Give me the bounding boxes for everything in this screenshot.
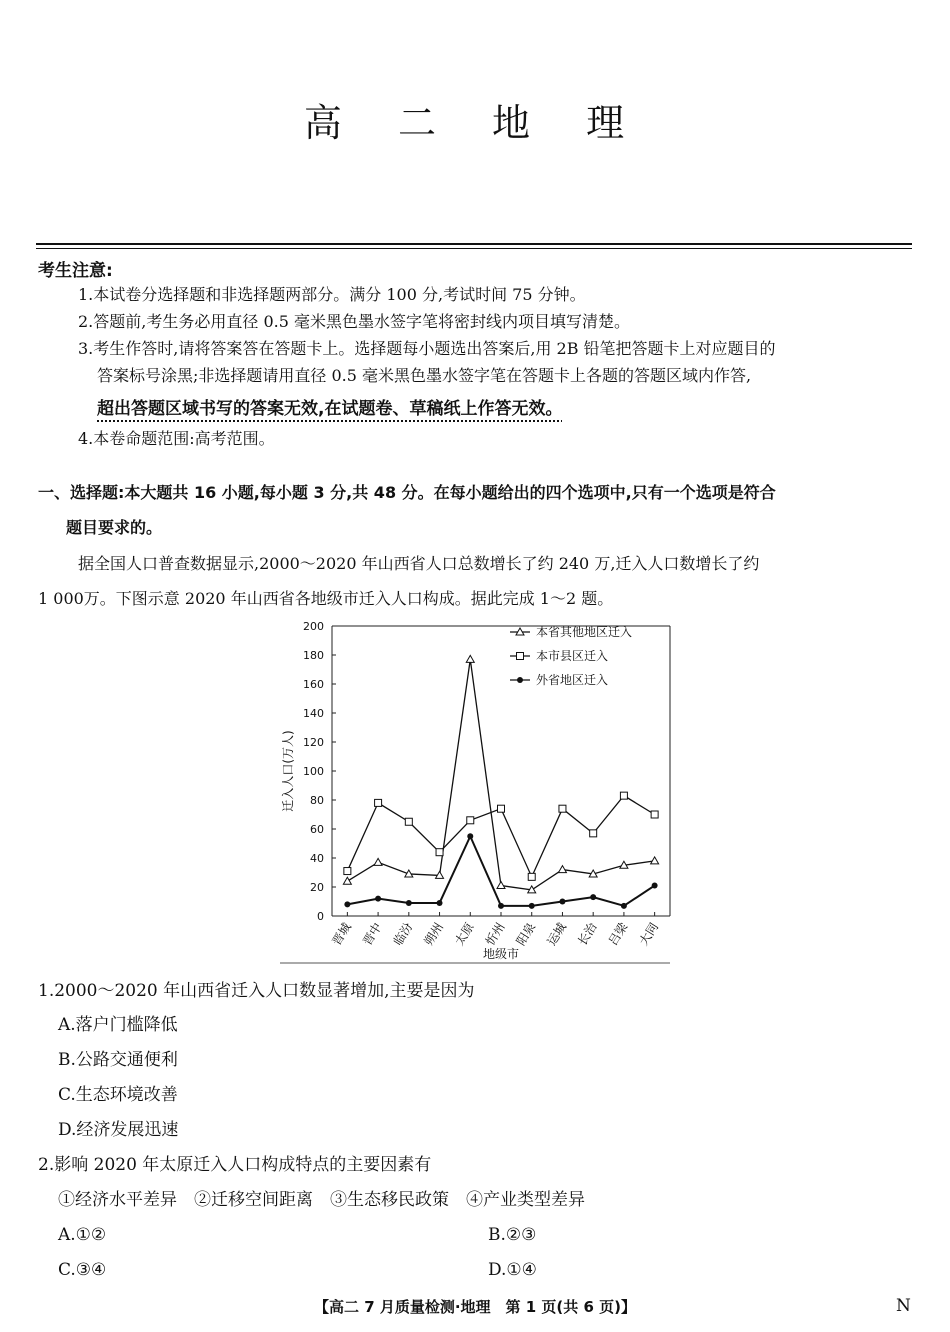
x-tick-label: 晋中 (360, 920, 385, 948)
material-text: 据全国人口普查数据显示,2000～2020 年山西省人口总数增长了约 240 万,迁入人口数增长了约 (78, 554, 760, 573)
section-heading: 一、选择题:本大题共 16 小题,每小题 3 分,共 48 分。在每小题给出的四个选项中,只有一个选项是符合 (38, 483, 776, 502)
data-point-dot (590, 894, 596, 900)
data-point-square (620, 792, 627, 799)
y-tick-label: 160 (303, 678, 324, 691)
page-footer: 【高二 7 月质量检测·地理 第 1 页(共 6 页)】 (313, 1298, 637, 1316)
notice-item-4: 4.本卷命题范围:高考范围。 (78, 429, 275, 448)
y-tick-label: 80 (310, 794, 324, 807)
data-point-triangle (466, 655, 474, 662)
data-point-triangle (558, 866, 566, 873)
y-tick-label: 120 (303, 736, 324, 749)
y-tick-label: 60 (310, 823, 324, 836)
data-point-triangle (651, 857, 659, 864)
x-tick-label: 阳泉 (513, 920, 539, 948)
x-tick-label: 运城 (544, 920, 569, 948)
x-tick-label: 朔州 (421, 920, 447, 948)
header-rule-thin (36, 248, 912, 249)
y-tick-label: 140 (303, 707, 324, 720)
series-line-triangle (347, 659, 654, 890)
question-1-stem: 1.2000～2020 年山西省迁入人口数显著增加,主要是因为 (38, 981, 475, 1001)
data-point-square (375, 799, 382, 806)
data-point-dot (467, 833, 473, 839)
data-point-triangle (497, 882, 505, 889)
material-text-cont: 1 000万。下图示意 2020 年山西省各地级市迁入人口构成。据此完成 1～2 题。 (38, 589, 614, 608)
legend-label: 外省地区迁入 (536, 673, 609, 687)
series-line-dot (347, 836, 654, 906)
data-point-triangle (374, 858, 382, 865)
legend-label: 本市县区迁入 (536, 649, 609, 663)
x-axis-title: 地级市 (482, 947, 520, 961)
question-1-option-d: D.经济发展迅速 (58, 1120, 179, 1140)
notice-item-1: 1.本试卷分选择题和非选择题两部分。满分 100 分,考试时间 75 分钟。 (78, 285, 586, 304)
data-point-dot (406, 900, 412, 906)
x-tick-label: 大同 (636, 920, 662, 948)
section-heading-cont: 题目要求的。 (66, 518, 163, 537)
y-tick-label: 40 (310, 852, 324, 865)
question-2-option-a: A.①② (58, 1225, 107, 1245)
data-point-dot (375, 896, 381, 902)
question-1-option-b: B.公路交通便利 (58, 1050, 178, 1070)
question-1-option-c: C.生态环境改善 (58, 1085, 178, 1105)
data-point-square (528, 873, 535, 880)
y-tick-label: 200 (303, 620, 324, 633)
notice-item-2: 2.答题前,考生务必用直径 0.5 毫米黑色墨水签字笔将密封线内项目填写清楚。 (78, 312, 630, 331)
legend-marker (517, 677, 523, 683)
question-2-stem: 2.影响 2020 年太原迁入人口构成特点的主要因素有 (38, 1155, 432, 1175)
x-tick-label: 晋城 (329, 920, 354, 948)
data-point-square (405, 818, 412, 825)
data-point-dot (344, 901, 350, 907)
y-tick-label: 180 (303, 649, 324, 662)
data-point-square (590, 830, 597, 837)
legend-marker (517, 653, 524, 660)
data-point-dot (621, 903, 627, 909)
question-2-option-c: C.③④ (58, 1260, 107, 1280)
data-point-square (344, 868, 351, 875)
question-1-option-a: A.落户门槛降低 (58, 1015, 178, 1035)
data-point-dot (652, 883, 658, 889)
notice-item-3-cont: 答案标号涂黑;非选择题请用直径 0.5 毫米黑色墨水签字笔在答题卡上各题的答题区域内作答, (97, 366, 752, 385)
data-point-dot (529, 903, 535, 909)
data-point-dot (498, 903, 504, 909)
x-tick-label: 临汾 (390, 920, 416, 948)
question-2-option-b: B.②③ (488, 1225, 537, 1245)
data-point-triangle (343, 877, 351, 884)
x-tick-label: 长治 (575, 920, 600, 948)
page-title: 高 二 地 理 (303, 101, 647, 145)
notice-heading: 考生注意: (38, 261, 113, 281)
header-rule-thick (36, 243, 912, 245)
y-axis-title: 迁入人口(万人) (281, 730, 295, 812)
data-point-dot (437, 900, 443, 906)
migration-chart (272, 612, 676, 968)
x-tick-label: 忻州 (482, 920, 508, 948)
data-point-square (467, 817, 474, 824)
legend-label: 本省其他地区迁入 (536, 625, 633, 639)
notice-emphasis: 超出答题区域书写的答案无效,在试题卷、草稿纸上作答无效。 (97, 399, 563, 419)
x-tick-label: 太原 (452, 920, 477, 948)
data-point-square (559, 805, 566, 812)
notice-item-3: 3.考生作答时,请将答案答在答题卡上。选择题每小题选出答案后,用 2B 铅笔把答题卡上对应题目的 (78, 339, 776, 358)
y-tick-label: 0 (317, 910, 324, 923)
data-point-square (436, 849, 443, 856)
data-point-square (651, 811, 658, 818)
data-point-square (498, 805, 505, 812)
data-point-dot (559, 899, 565, 905)
question-2-option-d: D.①④ (488, 1260, 537, 1280)
y-tick-label: 100 (303, 765, 324, 778)
question-2-factors: ①经济水平差异 ②迁移空间距离 ③生态移民政策 ④产业类型差异 (58, 1190, 585, 1210)
footer-code: N (896, 1296, 911, 1316)
y-tick-label: 20 (310, 881, 324, 894)
x-tick-label: 吕梁 (605, 920, 631, 948)
